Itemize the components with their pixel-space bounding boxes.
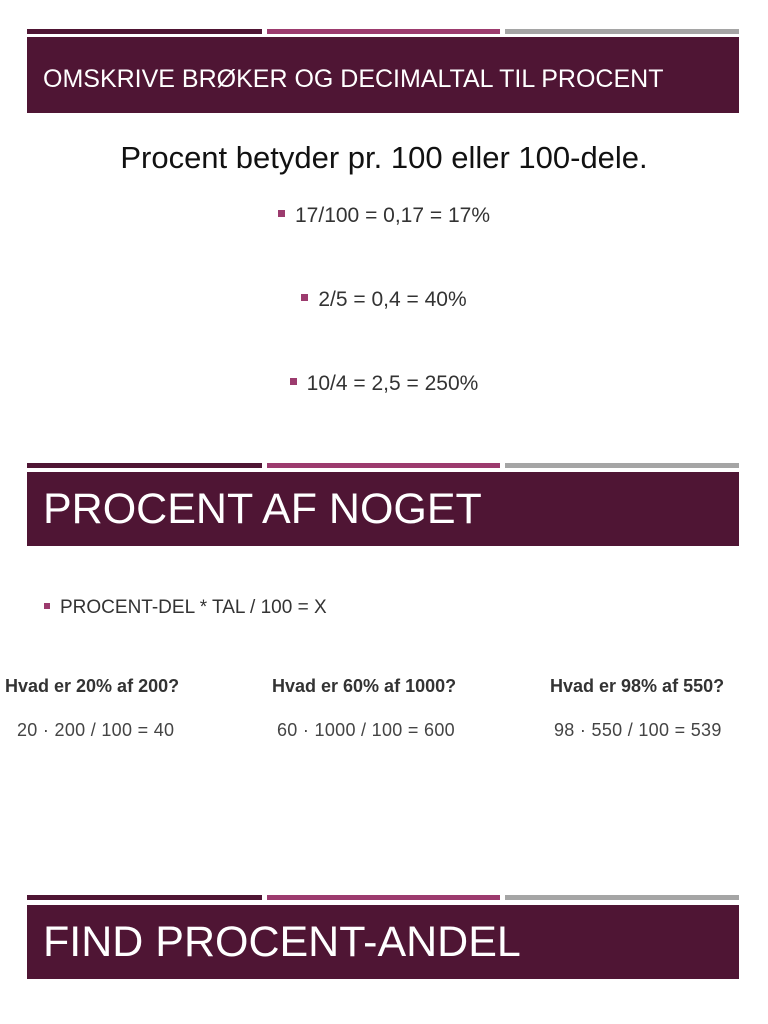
accent-bar-gray (505, 29, 739, 34)
example-answer: 98 · 550 / 100 = 539 (554, 720, 722, 740)
example-answer: 20 · 200 / 100 = 40 (17, 720, 175, 740)
bullet-text: 17/100 = 0,17 = 17% (295, 204, 490, 227)
formula-text: PROCENT-DEL * TAL / 100 = X (60, 597, 327, 618)
accent-bar-dark (27, 29, 262, 34)
example-question: Hvad er 20% af 200? (5, 676, 180, 696)
bullet-square-icon (301, 294, 308, 301)
bullet-item (0, 204, 768, 228)
bullet-item (0, 372, 768, 396)
bullet-square-icon (44, 603, 50, 609)
accent-bar-dark (27, 463, 262, 468)
slide-1-lead-text: Procent betyder pr. 100 eller 100-dele. (120, 140, 648, 175)
accent-bar-magenta (267, 895, 500, 900)
example-question: Hvad er 60% af 1000? (272, 676, 457, 696)
slide-2-title: PROCENT AF NOGET (27, 472, 739, 546)
slide-3-title: FIND PROCENT-ANDEL (27, 905, 739, 979)
example-answer: 60 · 1000 / 100 = 600 (277, 720, 455, 740)
slide-1-title: OMSKRIVE BRØKER OG DECIMALTAL TIL PROCENT (27, 37, 739, 113)
bullet-text: 10/4 = 2,5 = 250% (306, 372, 479, 395)
bullet-text: 2/5 = 0,4 = 40% (318, 288, 467, 311)
accent-bar-dark (27, 895, 262, 900)
accent-bar-magenta (267, 463, 500, 468)
bullet-square-icon (278, 210, 285, 217)
accent-bar-gray (505, 463, 739, 468)
accent-bar-magenta (267, 29, 500, 34)
bullet-item (0, 288, 768, 312)
bullet-square-icon (290, 378, 297, 385)
formula-bullet (44, 597, 327, 619)
accent-bar-gray (505, 895, 739, 900)
example-question: Hvad er 98% af 550? (550, 676, 725, 696)
